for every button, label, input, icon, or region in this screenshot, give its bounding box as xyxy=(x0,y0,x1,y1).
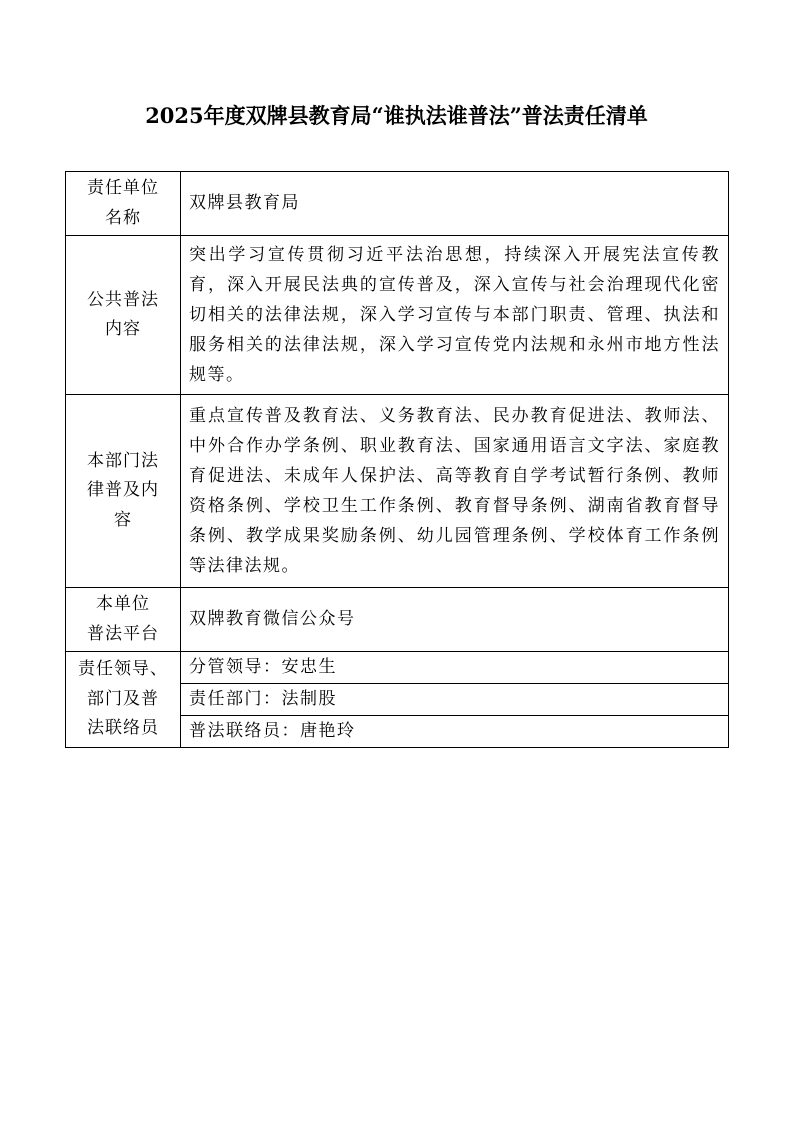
table-row xyxy=(66,236,729,395)
row-label-responsible xyxy=(66,652,181,748)
table-row xyxy=(66,395,729,588)
label-line: 本部门法 xyxy=(87,450,159,471)
row-label-dept-content xyxy=(66,395,181,588)
row-label-platform xyxy=(66,588,181,652)
public-content-value: 突出学习宣传贯彻习近平法治思想，持续深入开展宪法宣传教育，深入开展民法典的宣传普及，深入宣传与社会治理现代化密切相关的法律法规，深入学习宣传与本部门职责、管理、执法和服务相关的法律法规，深入学习宣传党内法规和永州市地方性法规等。 xyxy=(181,236,729,395)
leader-value: 分管领导：安忠生 xyxy=(181,652,729,684)
label-line: 名称 xyxy=(105,207,141,228)
label-line: 本单位 xyxy=(96,594,150,614)
label-line: 责任单位 xyxy=(87,178,159,198)
department-value: 责任部门：法制股 xyxy=(181,684,729,716)
row-label-unit-name xyxy=(66,172,181,236)
label-line: 内容 xyxy=(105,319,141,339)
liaison-value: 普法联络员：唐艳玲 xyxy=(181,716,729,748)
label-line: 普法平台 xyxy=(87,623,159,644)
table-row xyxy=(66,588,729,652)
dept-content-value: 重点宣传普及教育法、义务教育法、民办教育促进法、教师法、中外合作办学条例、职业教育法、国家通用语言文字法、家庭教育促进法、未成年人保护法、高等教育自学考试暂行条例、教师资格条例、学校卫生工作条例、教育督导条例、湖南省教育督导条例、教学成果奖励条例、幼儿园管理条例、学校体育工作条例等法律法规。 xyxy=(181,395,729,588)
table-row xyxy=(66,172,729,236)
responsibility-table xyxy=(65,171,729,748)
label-line: 容 xyxy=(114,509,132,530)
label-line: 法联络员 xyxy=(87,718,159,739)
label-line: 公共普法 xyxy=(87,289,159,310)
label-line: 责任领导、 xyxy=(78,659,168,680)
row-label-public-content xyxy=(66,236,181,395)
label-line: 律普及内 xyxy=(87,480,159,501)
document-title: 2025年度双牌县教育局“谁执法谁普法”普法责任清单 xyxy=(145,103,648,128)
unit-name-value: 双牌县教育局 xyxy=(181,172,729,236)
label-line: 部门及普 xyxy=(87,688,159,709)
platform-value: 双牌教育微信公众号 xyxy=(181,588,729,652)
table-row xyxy=(66,652,729,684)
